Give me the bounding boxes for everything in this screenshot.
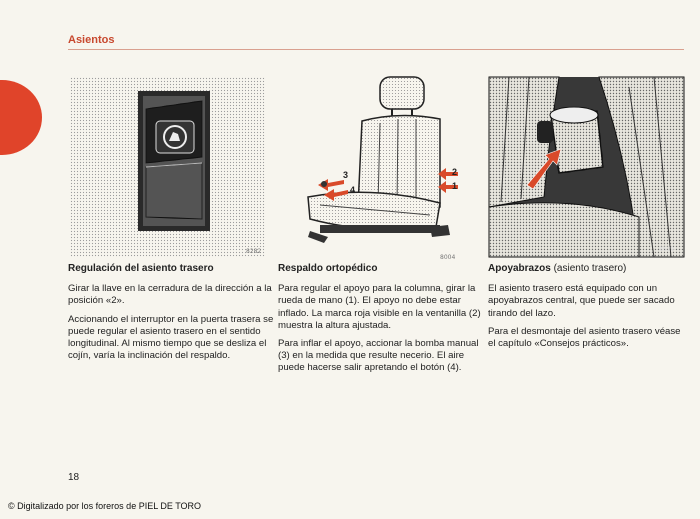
heading-subtitle: (asiento trasero)	[553, 263, 627, 274]
paragraph: Girar la llave en la cerradura de la dirección a la posición «2».	[68, 283, 272, 307]
callout-1: 1	[452, 181, 458, 191]
section-heading	[278, 263, 488, 275]
armrest-illustration	[489, 77, 684, 257]
heading-text: Regulación del asiento trasero	[68, 263, 214, 274]
paragraph: Para inflar el apoyo, accionar la bomba manual (3) en la medida que resulte necerio. El aire puede hacerse salir apretando el botón (4).	[278, 338, 479, 374]
section-title: Asientos	[68, 34, 115, 46]
callout-3: 3	[343, 170, 349, 180]
heading-text: Respaldo ortopédico	[278, 263, 378, 274]
page-number: 18	[68, 472, 80, 483]
paragraph: Accionando el interruptor en la puerta trasera se puede regular el asiento trasero en el sentido longitudinal. Al mismo tiempo que se desliza el cojín, varía la inclinación del respaldo.	[68, 313, 274, 362]
figure-code: 8629	[659, 246, 675, 253]
rear-seat-switch-illustration	[70, 77, 265, 257]
header-divider	[68, 49, 684, 50]
paragraph: Para regular el apoyo para la columna, girar la rueda de mano (1). El apoyo no debe estar inflado. La marca roja visible en la ventanilla (2) muestra la altura ajustada.	[278, 283, 481, 331]
figure-code: 8004	[440, 254, 456, 261]
rear-seat-section	[68, 263, 278, 368]
orthopedic-seat-illustration	[280, 77, 475, 261]
armrest-section	[488, 263, 683, 356]
callout-2: 2	[452, 167, 458, 177]
orthopedic-backrest-section	[278, 263, 488, 381]
scan-credit: © Digitalizado por los foreros de PIEL DE TORO	[8, 501, 202, 511]
section-tab-marker	[0, 80, 42, 155]
section-heading	[68, 263, 278, 275]
heading-text: Apoyabrazos	[488, 263, 551, 274]
callout-4: 4	[350, 185, 356, 195]
paragraph: El asiento trasero está equipado con un apoyabrazos central, que puede ser sacado tirando del lazo.	[488, 283, 675, 319]
figure-code: 8282	[246, 248, 262, 255]
paragraph: Para el desmontaje del asiento trasero véase el capítulo «Consejos prácticos».	[488, 325, 681, 350]
section-heading	[488, 263, 683, 275]
